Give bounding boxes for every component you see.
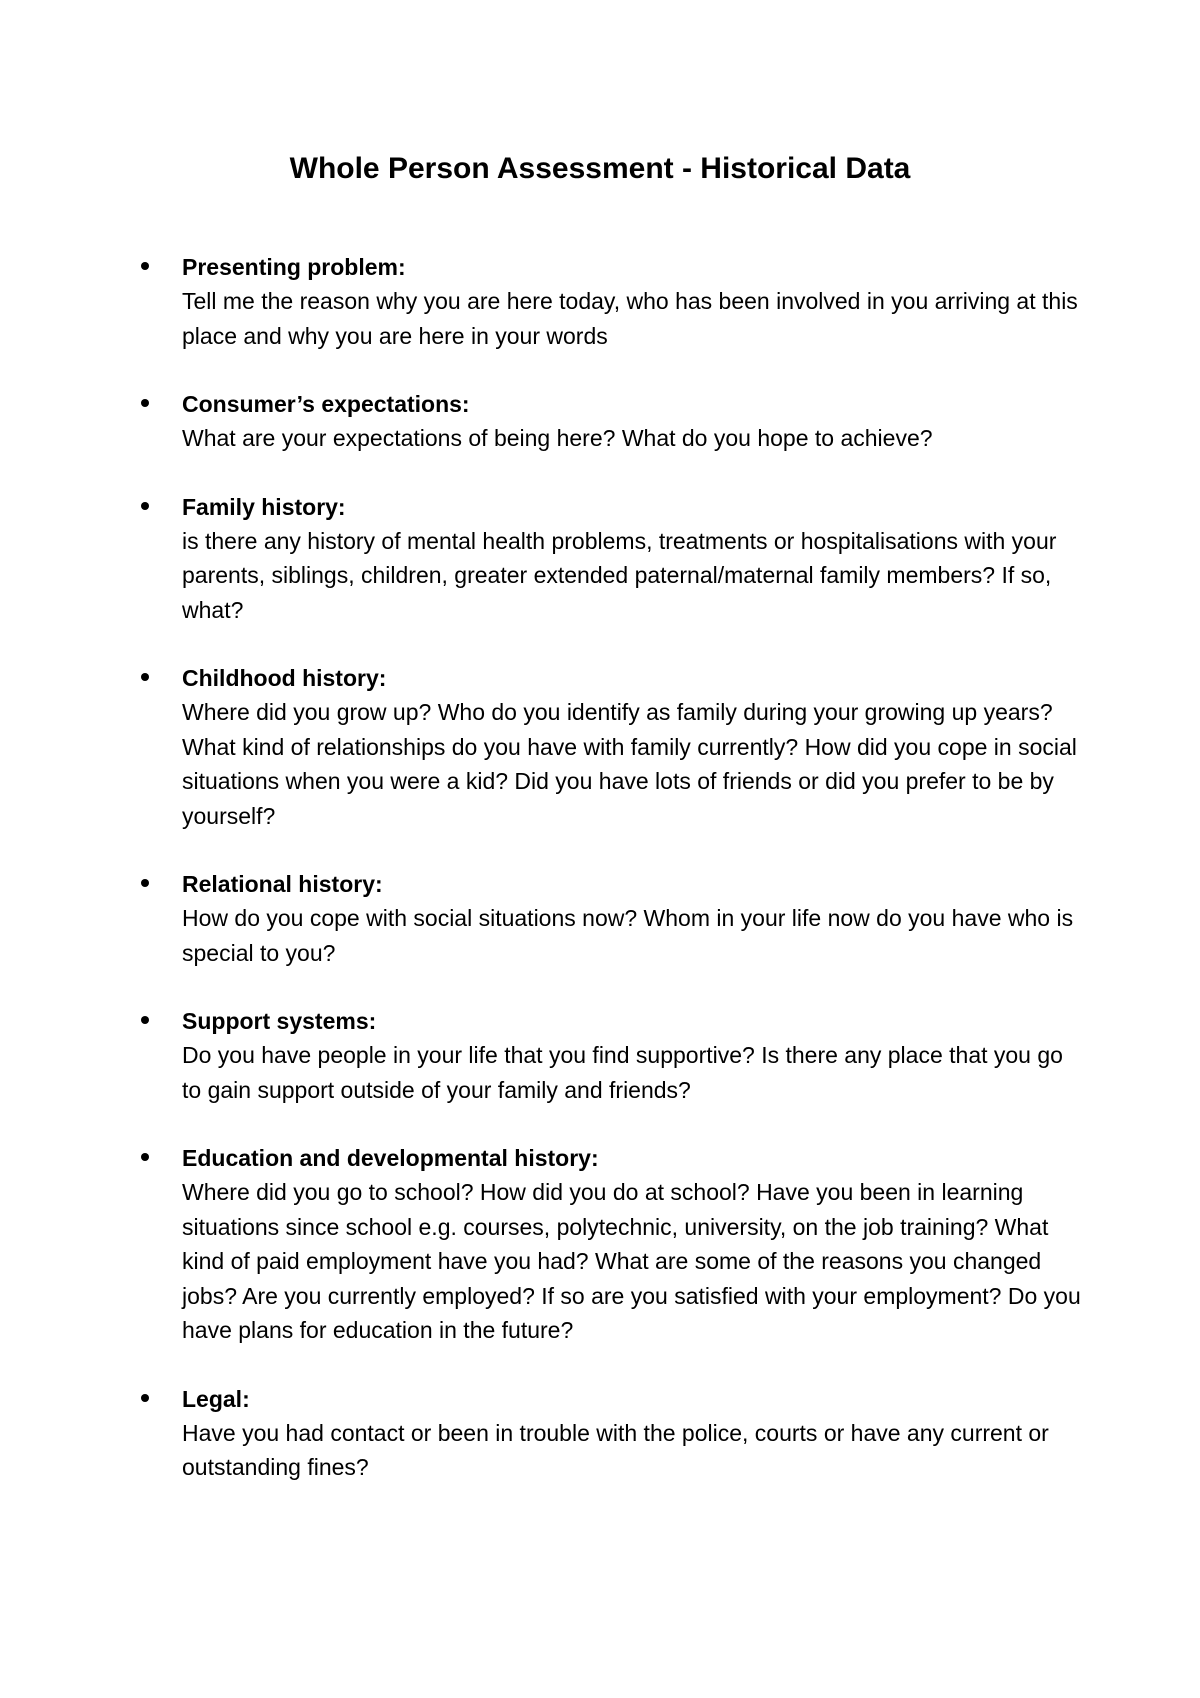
section-text: Where did you go to school? How did you do at school? Have you been in learning situations since school e.g. courses, polytechnic, university, on the job training? What kind of paid employment have you had? What are some of the reasons you changed jobs? Are you currently employed? If so are you satisfied with your employment? Do you have plans for education in the future?: [182, 1179, 1081, 1343]
section-text: How do you cope with social situations now? Whom in your life now do you have who is special to you?: [182, 905, 1074, 966]
section-heading: Presenting problem:: [182, 254, 406, 280]
section-text: is there any history of mental health problems, treatments or hospitalisations with your parents, siblings, children, greater extended paternal/maternal family members? If so, what?: [182, 527, 1057, 623]
section-text: Have you had contact or been in trouble with the police, courts or have any current or outstanding fines?: [182, 1419, 1049, 1480]
section-consumer-expectations: [0, 387, 1200, 456]
bullet-icon: [141, 399, 149, 407]
section-heading: Family history:: [182, 493, 346, 520]
document-title: Whole Person Assessment - Historical Data: [289, 152, 911, 185]
section-heading: Consumer’s expectations:: [182, 391, 470, 417]
section-heading: Legal:: [182, 1385, 250, 1412]
bullet-icon: [141, 673, 149, 681]
bullet-icon: [141, 1153, 149, 1161]
section-text: What are your expectations of being here? What do you hope to achieve?: [182, 425, 933, 451]
section-heading: Education and developmental history:: [182, 1145, 599, 1171]
bullet-icon: [141, 1016, 149, 1024]
bullet-icon: [141, 262, 149, 270]
section-education-history: [0, 1141, 1200, 1348]
section-support-systems: [0, 1004, 1200, 1107]
bullet-icon: [141, 879, 149, 887]
section-text: Where did you grow up? Who do you identify as family during your growing up years? What kind of relationships do you have with family currently? How did you cope in social situations when you were a kid? Did you have lots of friends or did you prefer to be by yourself?: [182, 699, 1077, 829]
bullet-icon: [141, 1394, 149, 1402]
section-text: Tell me the reason why you are here today, who has been involved in you arriving at this place and why you are here in your words: [182, 288, 1078, 349]
section-relational-history: [0, 867, 1200, 970]
section-presenting-problem: [0, 250, 1200, 353]
section-heading: Childhood history:: [182, 665, 387, 691]
section-heading: Relational history:: [182, 871, 383, 897]
section-heading: Support systems:: [182, 1008, 377, 1034]
section-family-history: [0, 490, 1200, 628]
section-legal: [0, 1382, 1200, 1485]
assessment-section-list: [0, 250, 1200, 1519]
section-text: Do you have people in your life that you find supportive? Is there any place that you go to gain support outside of your family and friends?: [182, 1042, 1063, 1103]
section-childhood-history: [0, 661, 1200, 833]
bullet-icon: [141, 502, 149, 510]
